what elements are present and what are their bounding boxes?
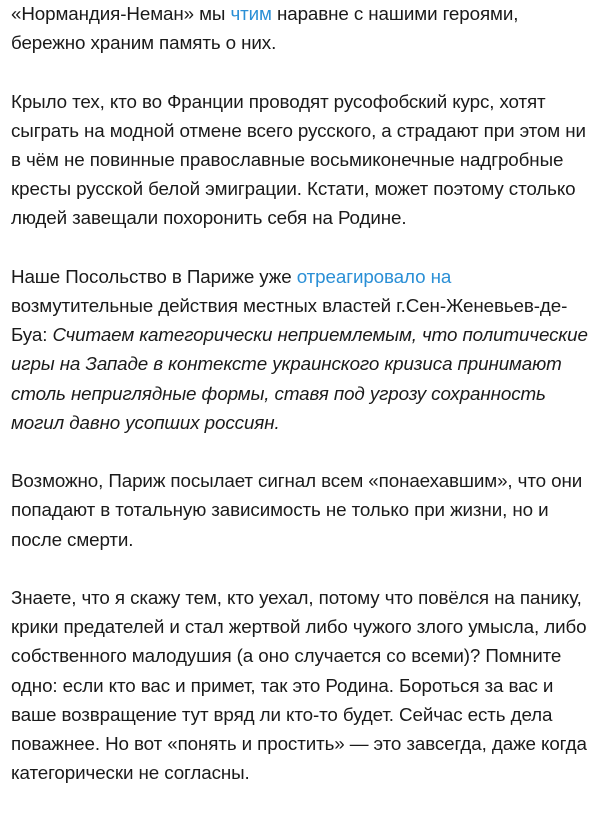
article-body: [11, 0, 596, 817]
paragraph-paris-signal: [11, 466, 596, 554]
paragraph-normandie-niemen: [11, 0, 596, 57]
paragraph-message-to-emigrants: [11, 583, 596, 787]
paragraph-embassy-reaction: [11, 262, 596, 437]
paragraph-text: Возможно, Париж посылает сигнал всем «понаехавшим», что они попадают в тотальную зависимость не только при жизни, но и после смерти.: [11, 470, 583, 550]
paragraph-text: «Нормандия-Неман» мы: [11, 3, 231, 24]
embassy-quote: Считаем категорически неприемлемым, что политические игры на Западе в контексте украинского кризиса принимают столь неприглядные формы, ставя под угрозу сохранность могил давно усопших россиян.: [11, 324, 588, 433]
paragraph-text: Крыло тех, кто во Франции проводят русофобский курс, хотят сыграть на модной отмене всего русского, а страдают при этом ни в чём не повинные православные восьмиконечные надгробные кресты русской белой эмиграции. Кстати, может поэтому столько людей завещали похоронить себя на Родине.: [11, 90, 586, 229]
link-otreagirovalo[interactable]: отреагировало на: [296, 265, 452, 287]
paragraph-text: возмутительные действия местных властей г.Сен-Женевьев-де-Буа:: [11, 295, 568, 346]
link-chtim[interactable]: чтим: [230, 3, 272, 24]
paragraph-text: наравне с нашими героями, бережно храним память о них.: [11, 3, 519, 54]
paragraph-russophobic-course: [11, 87, 596, 233]
paragraph-text: Наше Посольство в Париже уже: [11, 265, 297, 287]
paragraph-text: Знаете, что я скажу тем, кто уехал, потому что повёлся на панику, крики предателей и стал жертвой либо чужого злого умысла, либо собственного малодушия (а оно случается со всеми)? Помните одно: если кто вас и примет, так это Родина. Бороться за вас и ваше возвращение тут вряд ли кто-то будет. Сейчас есть дела поважнее. Но вот «понять и простить» — это завсегда, даже когда категорически не согласны.: [11, 587, 587, 784]
